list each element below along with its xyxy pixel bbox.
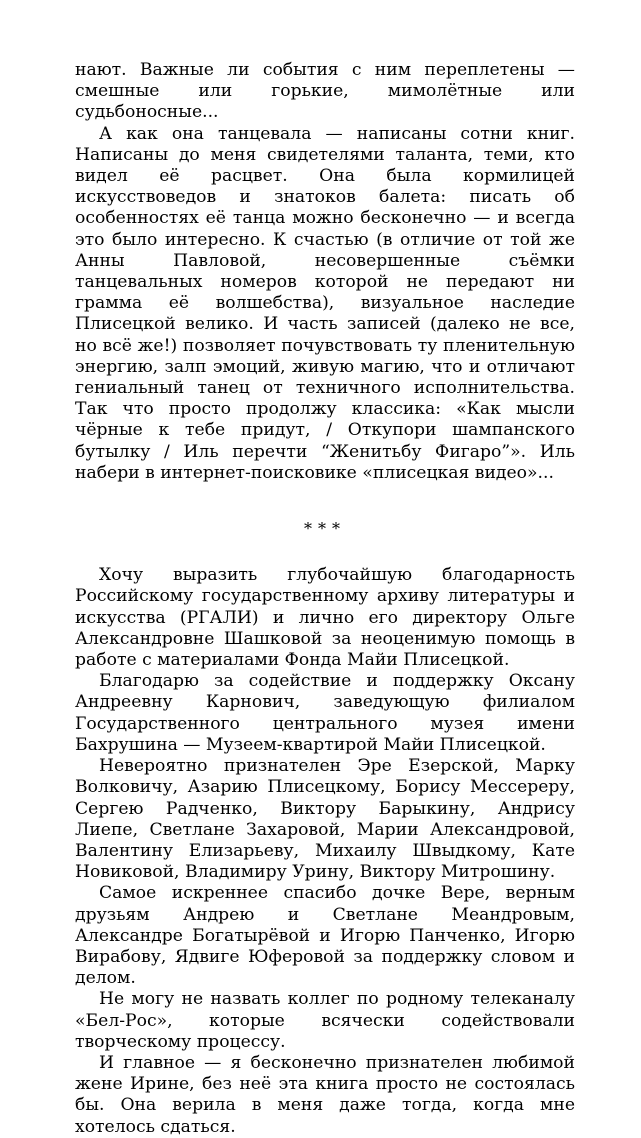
ack-wife: И главное — я бесконечно признателен любимой жене Ирине, без неё эта книга просто не состоялась бы. Она верила в меня даже тогда, когда мне хотелось сдаться. bbox=[75, 1052, 575, 1137]
ack-family-friends: Самое искреннее спасибо дочке Вере, верным друзьям Андрею и Светлане Меандровым, Александре Богатырёвой и Игорю Панченко, Игорю Вирабову, Ядвиге Юферовой за поддержку словом и делом. bbox=[75, 883, 575, 989]
paragraph-continuation: нают. Важные ли события с ним переплетены — смешные или горькие, мимолётные или судьбоносные... bbox=[75, 60, 575, 123]
ack-individuals: Невероятно признателен Эре Езерской, Марку Волковичу, Азарию Плисецкому, Борису Мессереру, Сергею Радченко, Виктору Барыкину, Андрису Лиепе, Светлане Захаровой, Марии Александровой, Валентину Елизарьеву, Михаилу Швыдкому, Кате Новиковой, Владимиру Урину, Виктору Митрошину. bbox=[75, 756, 575, 883]
book-page bbox=[75, 60, 575, 1138]
paragraph-dance-legacy: А как она танцевала — написаны сотни книг. Написаны до меня свидетелями таланта, теми, кто видел её расцвет. Она была кормилицей искусствоведов и знатоков балета: писать об особенностях её танца можно бесконечно — и всегда это было интересно. К счастью (в отличие от той же Анны Павловой, несовершенные съёмки танцевальных номеров которой не передают ни грамма её волшебства), визуальное наследие Плисецкой велико. И часть записей (далеко не все, но всё же!) позволяет почувствовать ту пленительную энергию, залп эмоций, живую магию, что и отличают гениальный танец от техничного исполнительства. Так что просто продолжу классика: «Как мысли чёрные к тебе придут, / Откупори шампанского бутылку / Иль перечти “Женитьбу Фигаро”». Иль набери в интернет-поисковике «плисецкая видео»... bbox=[75, 123, 575, 483]
ack-bakhrushin-museum: Благодарю за содействие и поддержку Оксану Андреевну Карнович, заведующую филиалом Государственного центрального музея имени Бахрушина — Музеем-квартирой Майи Плисецкой. bbox=[75, 671, 575, 755]
section-separator: *** bbox=[304, 519, 346, 539]
ack-colleagues: Не могу не назвать коллег по родному телеканалу «Бел-Рос», которые всячески содействовали творческому процессу. bbox=[75, 989, 575, 1052]
ack-rgali: Хочу выразить глубочайшую благодарность Российскому государственному архиву литературы и искусства (РГАЛИ) и лично его директору Ольге Александровне Шашковой за неоценимую помощь в работе с материалами Фонда Майи Плисецкой. bbox=[75, 565, 575, 671]
